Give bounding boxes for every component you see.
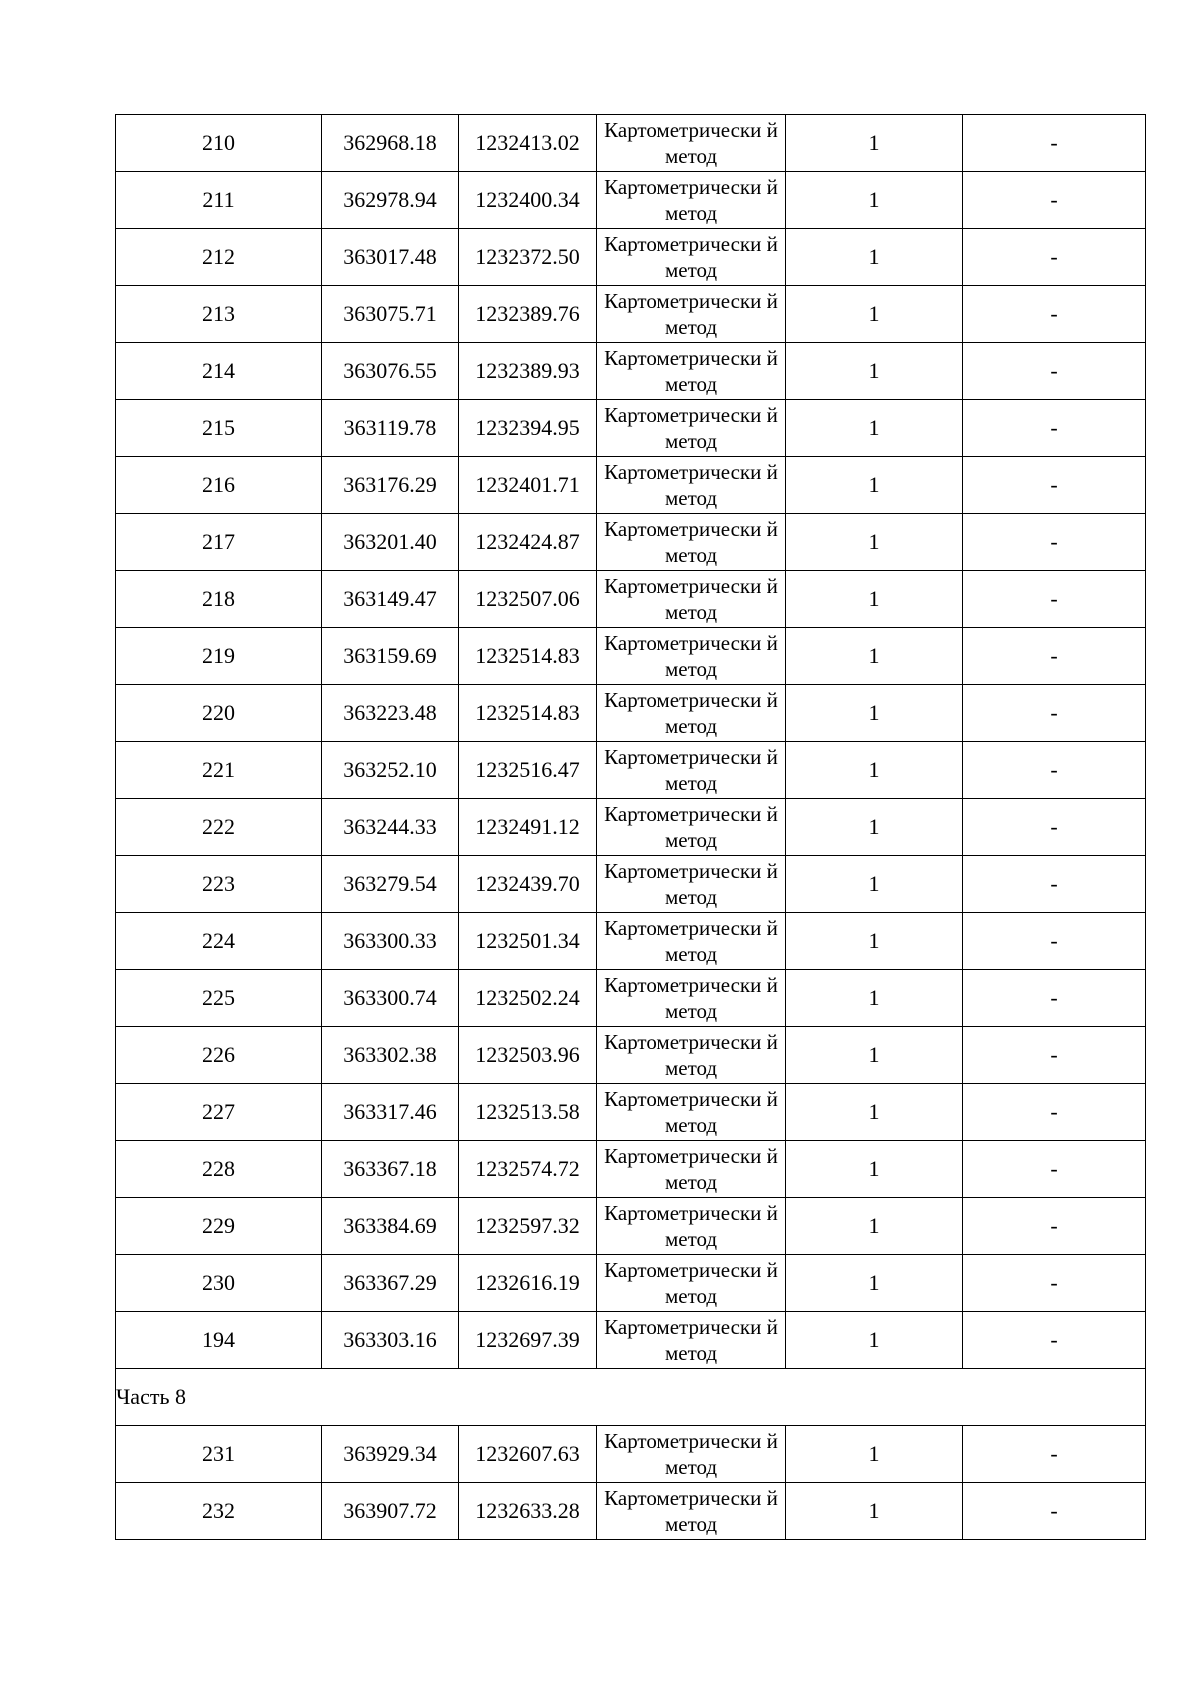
accuracy-cell: 1 <box>786 970 963 1027</box>
coord-y-cell: 1232516.47 <box>459 742 597 799</box>
coord-y-cell: 1232389.93 <box>459 343 597 400</box>
method-cell: Картометрически й метод <box>597 400 786 457</box>
coord-x-cell: 363252.10 <box>322 742 459 799</box>
coord-x-cell: 363201.40 <box>322 514 459 571</box>
coord-x-cell: 363119.78 <box>322 400 459 457</box>
accuracy-cell: 1 <box>786 343 963 400</box>
point-number-cell: 222 <box>116 799 322 856</box>
coord-y-cell: 1232574.72 <box>459 1141 597 1198</box>
description-cell: - <box>963 856 1146 913</box>
point-number-cell: 230 <box>116 1255 322 1312</box>
description-cell: - <box>963 685 1146 742</box>
coord-x-cell: 363367.18 <box>322 1141 459 1198</box>
description-cell: - <box>963 799 1146 856</box>
accuracy-cell: 1 <box>786 1084 963 1141</box>
method-cell: Картометрически й метод <box>597 571 786 628</box>
point-number-cell: 228 <box>116 1141 322 1198</box>
method-cell: Картометрически й метод <box>597 115 786 172</box>
coord-y-cell: 1232413.02 <box>459 115 597 172</box>
coord-x-cell: 362968.18 <box>322 115 459 172</box>
coord-x-cell: 363279.54 <box>322 856 459 913</box>
description-cell: - <box>963 1027 1146 1084</box>
method-cell: Картометрически й метод <box>597 742 786 799</box>
coord-x-cell: 363300.33 <box>322 913 459 970</box>
method-cell: Картометрически й метод <box>597 1198 786 1255</box>
method-cell: Картометрически й метод <box>597 628 786 685</box>
coord-x-cell: 363176.29 <box>322 457 459 514</box>
table-row <box>116 172 1146 229</box>
method-cell: Картометрически й метод <box>597 856 786 913</box>
coord-y-cell: 1232400.34 <box>459 172 597 229</box>
accuracy-cell: 1 <box>786 1255 963 1312</box>
point-number-cell: 227 <box>116 1084 322 1141</box>
method-cell: Картометрически й метод <box>597 514 786 571</box>
coord-y-cell: 1232501.34 <box>459 913 597 970</box>
coord-x-cell: 363302.38 <box>322 1027 459 1084</box>
point-number-cell: 194 <box>116 1312 322 1369</box>
method-cell: Картометрически й метод <box>597 229 786 286</box>
table-row <box>116 1198 1146 1255</box>
point-number-cell: 210 <box>116 115 322 172</box>
accuracy-cell: 1 <box>786 1141 963 1198</box>
description-cell: - <box>963 286 1146 343</box>
accuracy-cell: 1 <box>786 628 963 685</box>
table-row <box>116 856 1146 913</box>
table-row <box>116 685 1146 742</box>
coord-x-cell: 363075.71 <box>322 286 459 343</box>
accuracy-cell: 1 <box>786 286 963 343</box>
table-row <box>116 1255 1146 1312</box>
description-cell: - <box>963 229 1146 286</box>
method-cell: Картометрически й метод <box>597 343 786 400</box>
method-cell: Картометрически й метод <box>597 457 786 514</box>
coord-y-cell: 1232607.63 <box>459 1426 597 1483</box>
accuracy-cell: 1 <box>786 1312 963 1369</box>
description-cell: - <box>963 514 1146 571</box>
table-row <box>116 286 1146 343</box>
description-cell: - <box>963 742 1146 799</box>
description-cell: - <box>963 1255 1146 1312</box>
description-cell: - <box>963 970 1146 1027</box>
table-row <box>116 115 1146 172</box>
coord-x-cell: 363317.46 <box>322 1084 459 1141</box>
coordinates-table-body <box>116 115 1146 1540</box>
description-cell: - <box>963 1084 1146 1141</box>
accuracy-cell: 1 <box>786 457 963 514</box>
table-row <box>116 742 1146 799</box>
coord-x-cell: 363223.48 <box>322 685 459 742</box>
table-row <box>116 1483 1146 1540</box>
point-number-cell: 223 <box>116 856 322 913</box>
accuracy-cell: 1 <box>786 856 963 913</box>
table-row <box>116 1027 1146 1084</box>
point-number-cell: 220 <box>116 685 322 742</box>
method-cell: Картометрически й метод <box>597 1084 786 1141</box>
coord-y-cell: 1232507.06 <box>459 571 597 628</box>
accuracy-cell: 1 <box>786 799 963 856</box>
coord-y-cell: 1232439.70 <box>459 856 597 913</box>
coord-x-cell: 363367.29 <box>322 1255 459 1312</box>
description-cell: - <box>963 400 1146 457</box>
accuracy-cell: 1 <box>786 115 963 172</box>
coord-x-cell: 363076.55 <box>322 343 459 400</box>
coord-y-cell: 1232616.19 <box>459 1255 597 1312</box>
table-row <box>116 1312 1146 1369</box>
description-cell: - <box>963 571 1146 628</box>
section-row <box>116 1369 1146 1426</box>
table-row <box>116 343 1146 400</box>
point-number-cell: 212 <box>116 229 322 286</box>
coord-x-cell: 363929.34 <box>322 1426 459 1483</box>
method-cell: Картометрически й метод <box>597 799 786 856</box>
coord-x-cell: 363159.69 <box>322 628 459 685</box>
method-cell: Картометрически й метод <box>597 970 786 1027</box>
table-row <box>116 1084 1146 1141</box>
table-row <box>116 970 1146 1027</box>
coord-y-cell: 1232633.28 <box>459 1483 597 1540</box>
point-number-cell: 221 <box>116 742 322 799</box>
coord-y-cell: 1232503.96 <box>459 1027 597 1084</box>
table-row <box>116 628 1146 685</box>
table-row <box>116 913 1146 970</box>
coord-y-cell: 1232697.39 <box>459 1312 597 1369</box>
method-cell: Картометрически й метод <box>597 1027 786 1084</box>
point-number-cell: 226 <box>116 1027 322 1084</box>
description-cell: - <box>963 1198 1146 1255</box>
accuracy-cell: 1 <box>786 571 963 628</box>
description-cell: - <box>963 913 1146 970</box>
table-row <box>116 571 1146 628</box>
accuracy-cell: 1 <box>786 1198 963 1255</box>
table-row <box>116 514 1146 571</box>
coord-y-cell: 1232514.83 <box>459 685 597 742</box>
method-cell: Картометрически й метод <box>597 1426 786 1483</box>
coord-x-cell: 363303.16 <box>322 1312 459 1369</box>
coord-y-cell: 1232394.95 <box>459 400 597 457</box>
point-number-cell: 229 <box>116 1198 322 1255</box>
coord-y-cell: 1232502.24 <box>459 970 597 1027</box>
method-cell: Картометрически й метод <box>597 1483 786 1540</box>
method-cell: Картометрически й метод <box>597 1141 786 1198</box>
accuracy-cell: 1 <box>786 1426 963 1483</box>
method-cell: Картометрически й метод <box>597 1312 786 1369</box>
description-cell: - <box>963 457 1146 514</box>
table-row <box>116 400 1146 457</box>
table-row <box>116 799 1146 856</box>
coord-y-cell: 1232389.76 <box>459 286 597 343</box>
description-cell: - <box>963 1483 1146 1540</box>
point-number-cell: 211 <box>116 172 322 229</box>
coord-y-cell: 1232401.71 <box>459 457 597 514</box>
method-cell: Картометрически й метод <box>597 685 786 742</box>
table-row <box>116 457 1146 514</box>
description-cell: - <box>963 1312 1146 1369</box>
description-cell: - <box>963 172 1146 229</box>
description-cell: - <box>963 1426 1146 1483</box>
accuracy-cell: 1 <box>786 400 963 457</box>
description-cell: - <box>963 628 1146 685</box>
point-number-cell: 232 <box>116 1483 322 1540</box>
coord-x-cell: 363244.33 <box>322 799 459 856</box>
table-row <box>116 1141 1146 1198</box>
method-cell: Картометрически й метод <box>597 913 786 970</box>
point-number-cell: 213 <box>116 286 322 343</box>
table-row <box>116 229 1146 286</box>
point-number-cell: 216 <box>116 457 322 514</box>
coord-x-cell: 363907.72 <box>322 1483 459 1540</box>
accuracy-cell: 1 <box>786 229 963 286</box>
accuracy-cell: 1 <box>786 1027 963 1084</box>
description-cell: - <box>963 115 1146 172</box>
point-number-cell: 219 <box>116 628 322 685</box>
coord-y-cell: 1232597.32 <box>459 1198 597 1255</box>
table-row <box>116 1426 1146 1483</box>
method-cell: Картометрически й метод <box>597 286 786 343</box>
coord-x-cell: 363384.69 <box>322 1198 459 1255</box>
accuracy-cell: 1 <box>786 514 963 571</box>
description-cell: - <box>963 343 1146 400</box>
accuracy-cell: 1 <box>786 913 963 970</box>
point-number-cell: 214 <box>116 343 322 400</box>
section-label: Часть 8 <box>116 1369 1146 1426</box>
method-cell: Картометрически й метод <box>597 172 786 229</box>
description-cell: - <box>963 1141 1146 1198</box>
point-number-cell: 224 <box>116 913 322 970</box>
point-number-cell: 225 <box>116 970 322 1027</box>
accuracy-cell: 1 <box>786 742 963 799</box>
point-number-cell: 231 <box>116 1426 322 1483</box>
coord-x-cell: 363149.47 <box>322 571 459 628</box>
point-number-cell: 217 <box>116 514 322 571</box>
accuracy-cell: 1 <box>786 1483 963 1540</box>
coord-y-cell: 1232372.50 <box>459 229 597 286</box>
method-cell: Картометрически й метод <box>597 1255 786 1312</box>
point-number-cell: 218 <box>116 571 322 628</box>
coord-x-cell: 363017.48 <box>322 229 459 286</box>
coordinates-table <box>115 114 1146 1540</box>
accuracy-cell: 1 <box>786 172 963 229</box>
point-number-cell: 215 <box>116 400 322 457</box>
coord-y-cell: 1232513.58 <box>459 1084 597 1141</box>
coord-x-cell: 362978.94 <box>322 172 459 229</box>
coord-y-cell: 1232491.12 <box>459 799 597 856</box>
accuracy-cell: 1 <box>786 685 963 742</box>
coord-y-cell: 1232424.87 <box>459 514 597 571</box>
coord-x-cell: 363300.74 <box>322 970 459 1027</box>
coord-y-cell: 1232514.83 <box>459 628 597 685</box>
